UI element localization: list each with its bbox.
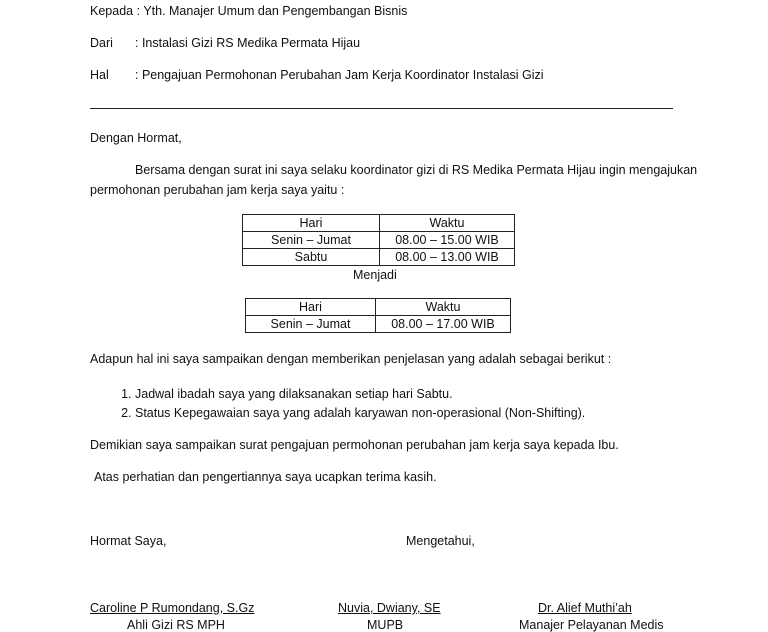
hormat-saya: Hormat Saya, [90, 534, 167, 548]
signer-3-title: Manajer Pelayanan Medis [519, 618, 664, 632]
list-item: 2. Status Kepegawaian saya yang adalah karyawan non-operasional (Non-Shifting). [135, 404, 585, 423]
dari-label: Dari [90, 36, 113, 50]
table-header-row [243, 215, 515, 232]
kepada-value: : Yth. Manajer Umum dan Pengembangan Bisnis [136, 4, 408, 18]
new-schedule-table [245, 298, 511, 333]
cell-hari: Senin – Jumat [246, 316, 376, 333]
intro-line-2: permohonan perubahan jam kerja saya yaitu : [90, 183, 345, 197]
cell-waktu: 08.00 – 17.00 WIB [376, 316, 511, 333]
table-header-row [246, 299, 511, 316]
signer-2-name: Nuvia, Dwiany, SE [338, 601, 441, 615]
table-row [246, 316, 511, 333]
menjadi-label: Menjadi [353, 268, 397, 282]
header-divider [90, 108, 673, 109]
kepada-label: Kepada [90, 4, 134, 18]
closing-line-2: Atas perhatian dan pengertiannya saya ucapkan terima kasih. [94, 470, 437, 484]
dari-value: : Instalasi Gizi RS Medika Permata Hijau [135, 36, 361, 50]
intro-line-1: Bersama dengan surat ini saya selaku koordinator gizi di RS Medika Permata Hijau ingin mengajukan [135, 163, 698, 177]
signer-1-title: Ahli Gizi RS MPH [127, 618, 225, 632]
signer-3-name: Dr. Alief Muthi’ah [538, 601, 632, 615]
greeting: Dengan Hormat, [90, 131, 182, 145]
header-hari: Hari [246, 299, 376, 316]
signer-2-title: MUPB [367, 618, 404, 632]
header-hari: Hari [243, 215, 380, 232]
signer-1-name: Caroline P Rumondang, S.Gz [90, 601, 255, 615]
reason-list [90, 385, 585, 423]
header-waktu: Waktu [380, 215, 515, 232]
reason-intro: Adapun hal ini saya sampaikan dengan memberikan penjelasan yang adalah sebagai berikut : [90, 352, 612, 366]
cell-waktu: 08.00 – 15.00 WIB [380, 232, 515, 249]
closing-line-1: Demikian saya sampaikan surat pengajuan permohonan perubahan jam kerja saya kepada Ibu. [90, 438, 619, 452]
table-row [243, 232, 515, 249]
mengetahui: Mengetahui, [406, 534, 475, 548]
current-schedule-table [242, 214, 515, 266]
list-item: 1. Jadwal ibadah saya yang dilaksanakan setiap hari Sabtu. [135, 385, 585, 404]
hal-label: Hal [90, 68, 109, 82]
hal-value: : Pengajuan Permohonan Perubahan Jam Kerja Koordinator Instalasi Gizi [135, 68, 544, 82]
table-row [243, 249, 515, 266]
cell-hari: Senin – Jumat [243, 232, 380, 249]
header-waktu: Waktu [376, 299, 511, 316]
cell-waktu: 08.00 – 13.00 WIB [380, 249, 515, 266]
recipient-line [90, 4, 407, 18]
cell-hari: Sabtu [243, 249, 380, 266]
